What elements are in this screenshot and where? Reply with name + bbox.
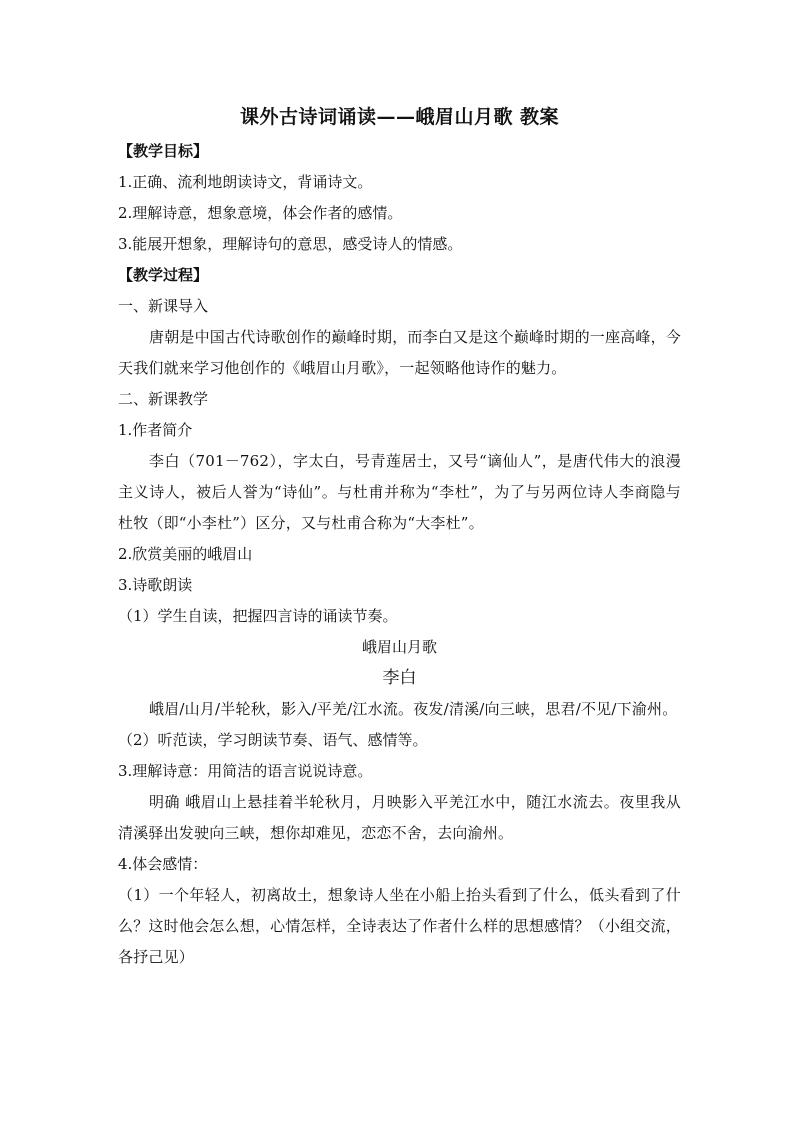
- meaning-paragraph: 明确 峨眉山上悬挂着半轮秋月，月映影入平羌江水中，随江水流去。夜里我从清溪驿出发驶向三峡，想你却难见，恋恋不舍，去向渝州。: [118, 793, 681, 842]
- intro-heading: 一、新课导入: [118, 297, 209, 315]
- objective-item-3: 3.能展开想象，理解诗句的意思，感受诗人的情感。: [118, 235, 463, 253]
- document-title: 课外古诗词诵读——峨眉山月歌 教案: [239, 106, 560, 128]
- meaning-heading: 3.理解诗意：用简洁的语言说说诗意。: [118, 762, 373, 780]
- reading-step-1: （1）学生自读，把握四言诗的诵读节奏。: [118, 607, 398, 625]
- poem-text: 峨眉/山月/半轮秋，影入/平羌/江水流。夜发/清溪/向三峡，思君/不见/下渝州。: [149, 700, 678, 718]
- document-content: [118, 100, 681, 973]
- reading-step-2: （2）听范读，学习朗读节奏、语气、感情等。: [118, 731, 428, 749]
- mountain-heading: 2.欣赏美丽的峨眉山: [118, 545, 253, 563]
- objective-item-1: 1.正确、流利地朗读诗文，背诵诗文。: [118, 173, 373, 191]
- author-intro-heading: 1.作者简介: [118, 421, 193, 439]
- poem-author: 李白: [382, 668, 417, 688]
- process-heading: 【教学过程】: [118, 266, 209, 284]
- objective-item-2: 2.理解诗意，想象意境，体会作者的感情。: [118, 204, 403, 222]
- teaching-heading: 二、新课教学: [118, 390, 209, 408]
- feeling-heading: 4.体会感情：: [118, 855, 208, 873]
- objectives-heading: 【教学目标】: [118, 142, 209, 160]
- author-intro-paragraph: 李白（701－762），字太白，号青莲居士，又号“谪仙人”，是唐代伟大的浪漫主义诗人，被后人誉为“诗仙”。与杜甫并称为“李杜”，为了与另两位诗人李商隐与杜牧（即“小李杜”）区分，又与杜甫合称为“大李杜”。: [118, 452, 681, 532]
- feeling-step-1: （1）一个年轻人，初离故土，想象诗人坐在小船上抬头看到了什么，低头看到了什么？这时他会怎么想，心情怎样，全诗表达了作者什么样的思想感情？（小组交流，各抒己见）: [118, 886, 681, 966]
- intro-paragraph: 唐朝是中国古代诗歌创作的巅峰时期，而李白又是这个巅峰时期的一座高峰，今天我们就来学习他创作的《峨眉山月歌》，一起领略他诗作的魅力。: [118, 328, 682, 377]
- poem-title: 峨眉山月歌: [361, 638, 437, 656]
- reading-heading: 3.诗歌朗读: [118, 576, 193, 594]
